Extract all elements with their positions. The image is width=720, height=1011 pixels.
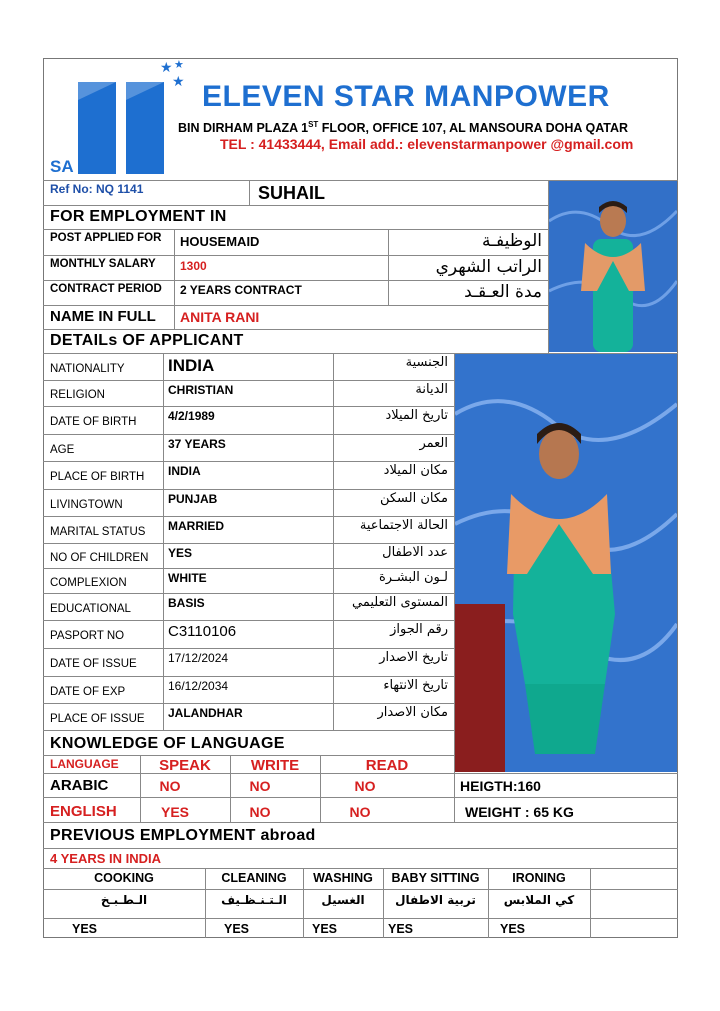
divider bbox=[43, 755, 454, 756]
detail-arabic: مكان الاصدار bbox=[377, 705, 448, 720]
skill-washing-value: YES bbox=[312, 922, 338, 936]
detail-label: AGE bbox=[50, 444, 75, 456]
name-label: NAME IN FULL bbox=[50, 308, 156, 325]
divider bbox=[43, 305, 548, 306]
arabic-read: NO bbox=[354, 778, 376, 794]
detail-label: DATE OF EXP bbox=[50, 686, 126, 698]
detail-label: MARITAL STATUS bbox=[50, 526, 146, 538]
detail-value: 37 YEARS bbox=[168, 437, 226, 451]
detail-label: RELIGION bbox=[50, 389, 105, 401]
contract-label: CONTRACT PERIOD bbox=[50, 283, 162, 295]
details-section-title: DETAILs OF APPLICANT bbox=[50, 332, 244, 349]
post-arabic: الوظيفـة bbox=[481, 231, 542, 251]
english-write: NO bbox=[249, 804, 271, 820]
divider bbox=[43, 489, 454, 490]
divider bbox=[43, 516, 454, 517]
skill-babysitting-value: YES bbox=[388, 922, 414, 936]
skill-cleaning-label: CLEANING bbox=[221, 871, 287, 885]
detail-arabic: لـون البشـرة bbox=[378, 570, 448, 585]
skill-cleaning-arabic: الـتـنـظـيف bbox=[221, 893, 287, 907]
detail-label: LIVINGTOWN bbox=[50, 499, 123, 511]
divider bbox=[43, 205, 548, 206]
divider bbox=[43, 889, 678, 890]
detail-arabic: مكان الميلاد bbox=[383, 463, 448, 478]
language-arabic: ARABIC bbox=[50, 777, 109, 794]
language-section-title: KNOWLEDGE OF LANGUAGE bbox=[50, 735, 285, 752]
speak-header: SPEAK bbox=[159, 757, 211, 774]
detail-label: COMPLEXION bbox=[50, 577, 127, 589]
divider bbox=[43, 797, 678, 798]
divider bbox=[163, 353, 164, 730]
english-speak: YES bbox=[160, 804, 189, 820]
divider bbox=[43, 280, 548, 281]
divider bbox=[43, 380, 454, 381]
detail-label: NO OF CHILDREN bbox=[50, 552, 149, 564]
divider bbox=[43, 329, 548, 330]
detail-value: YES bbox=[168, 546, 193, 560]
divider bbox=[43, 593, 454, 594]
detail-arabic: المستوى التعليمي bbox=[352, 595, 448, 610]
divider bbox=[43, 543, 454, 544]
applicant-full-photo bbox=[455, 354, 677, 772]
salary-label: MONTHLY SALARY bbox=[50, 258, 156, 270]
detail-label: DATE OF ISSUE bbox=[50, 658, 137, 670]
address-superscript: ST bbox=[308, 120, 319, 129]
detail-arabic: الجنسية bbox=[405, 355, 448, 370]
divider bbox=[43, 620, 454, 621]
language-header: LANGUAGE bbox=[50, 757, 119, 771]
detail-label: PLACE OF ISSUE bbox=[50, 713, 145, 725]
address-text-rest: FLOOR, OFFICE 107, AL MANSOURA DOHA QATAR bbox=[318, 121, 629, 136]
skill-cooking-value: YES bbox=[72, 922, 98, 936]
detail-label: EDUCATIONAL bbox=[50, 603, 131, 615]
detail-label: DATE OF BIRTH bbox=[50, 416, 137, 428]
detail-value: 4/2/1989 bbox=[168, 409, 215, 423]
divider bbox=[43, 255, 548, 256]
detail-arabic: العمر bbox=[419, 436, 448, 451]
divider bbox=[43, 848, 678, 849]
divider bbox=[43, 434, 454, 435]
detail-arabic: تاريخ الانتهاء bbox=[383, 678, 448, 693]
skill-cooking-label: COOKING bbox=[94, 871, 154, 885]
english-read: NO bbox=[349, 804, 371, 820]
divider bbox=[249, 180, 250, 205]
divider bbox=[43, 461, 454, 462]
skill-babysitting-label: BABY SITTING bbox=[391, 871, 480, 885]
divider bbox=[43, 918, 678, 919]
divider bbox=[43, 676, 454, 677]
detail-value: PUNJAB bbox=[168, 492, 218, 506]
arabic-speak: NO bbox=[159, 778, 181, 794]
detail-value: INDIA bbox=[168, 464, 201, 478]
detail-label: PASPORT NO bbox=[50, 630, 125, 642]
svg-text:★: ★ bbox=[172, 74, 185, 90]
previous-employment-title: PREVIOUS EMPLOYMENT abroad bbox=[50, 827, 316, 844]
divider bbox=[43, 822, 678, 823]
divider bbox=[333, 353, 334, 730]
detail-value: INDIA bbox=[168, 356, 215, 375]
logo-sa-text: SA bbox=[50, 157, 74, 176]
detail-label: NATIONALITY bbox=[50, 363, 125, 375]
detail-arabic: الديانة bbox=[415, 382, 448, 397]
detail-arabic: عدد الاطفال bbox=[382, 545, 448, 560]
divider bbox=[388, 229, 389, 305]
name-value: ANITA RANI bbox=[180, 309, 260, 325]
ref-number: Ref No: NQ 1141 bbox=[50, 182, 144, 196]
previous-employment-duration: 4 YEARS IN INDIA bbox=[50, 851, 162, 866]
skill-ironing-value: YES bbox=[500, 922, 526, 936]
company-contact: TEL : 41433444, Email add.: elevenstarmanpower @gmail.com bbox=[220, 136, 634, 152]
divider bbox=[174, 229, 175, 329]
detail-value: 16/12/2034 bbox=[168, 679, 229, 693]
detail-arabic: تاريخ الاصدار bbox=[379, 650, 448, 665]
skill-washing-label: WASHING bbox=[313, 871, 373, 885]
contract-arabic: مدة العـقـد bbox=[464, 282, 542, 302]
applicant-passport-photo bbox=[549, 181, 677, 352]
divider bbox=[43, 229, 548, 230]
divider bbox=[590, 868, 591, 938]
divider bbox=[43, 406, 454, 407]
divider bbox=[43, 730, 454, 731]
skill-ironing-arabic: كي الملابس bbox=[503, 893, 575, 907]
divider bbox=[43, 648, 454, 649]
detail-arabic: رقم الجواز bbox=[390, 622, 448, 637]
divider bbox=[43, 703, 454, 704]
svg-text:★: ★ bbox=[174, 60, 184, 71]
read-header: READ bbox=[365, 757, 409, 774]
divider bbox=[43, 868, 678, 869]
detail-value: BASIS bbox=[168, 596, 205, 610]
detail-value: C3110106 bbox=[168, 623, 237, 640]
write-header: WRITE bbox=[250, 757, 300, 774]
employment-section-title: FOR EMPLOYMENT IN bbox=[50, 208, 227, 225]
post-label: POST APPLIED FOR bbox=[50, 232, 162, 244]
salary-value: 1300 bbox=[180, 259, 207, 273]
detail-arabic: تاريخ الميلاد bbox=[385, 408, 448, 423]
detail-arabic: الحالة الاجتماعية bbox=[359, 518, 448, 533]
detail-label: PLACE OF BIRTH bbox=[50, 471, 145, 483]
skill-cooking-arabic: الـطـبـخ bbox=[100, 893, 148, 907]
detail-arabic: مكان السكن bbox=[379, 491, 448, 506]
salary-arabic: الراتب الشهري bbox=[435, 257, 542, 277]
agent-name: SUHAIL bbox=[258, 183, 325, 203]
height-value: HEIGTH:160 bbox=[460, 778, 541, 794]
divider bbox=[43, 568, 454, 569]
language-english: ENGLISH bbox=[50, 803, 117, 820]
skill-washing-arabic: الغسيل bbox=[321, 893, 365, 907]
weight-value: WEIGHT : 65 KG bbox=[465, 804, 574, 820]
contract-value: 2 YEARS CONTRACT bbox=[180, 283, 302, 297]
company-address bbox=[178, 120, 628, 135]
company-name: ELEVEN STAR MANPOWER bbox=[202, 80, 610, 113]
skill-cleaning-value: YES bbox=[224, 922, 250, 936]
arabic-write: NO bbox=[249, 778, 271, 794]
detail-value: MARRIED bbox=[168, 519, 224, 533]
address-text: BIN DIRHAM PLAZA 1 bbox=[178, 121, 309, 136]
skill-ironing-label: IRONING bbox=[512, 871, 566, 885]
detail-value: WHITE bbox=[168, 571, 207, 585]
detail-value: JALANDHAR bbox=[168, 706, 243, 720]
detail-value: CHRISTIAN bbox=[168, 383, 234, 397]
post-value: HOUSEMAID bbox=[180, 234, 260, 249]
skill-babysitting-arabic: تربية الاطفال bbox=[395, 893, 476, 907]
svg-text:★: ★ bbox=[160, 60, 173, 76]
detail-value: 17/12/2024 bbox=[168, 651, 229, 665]
